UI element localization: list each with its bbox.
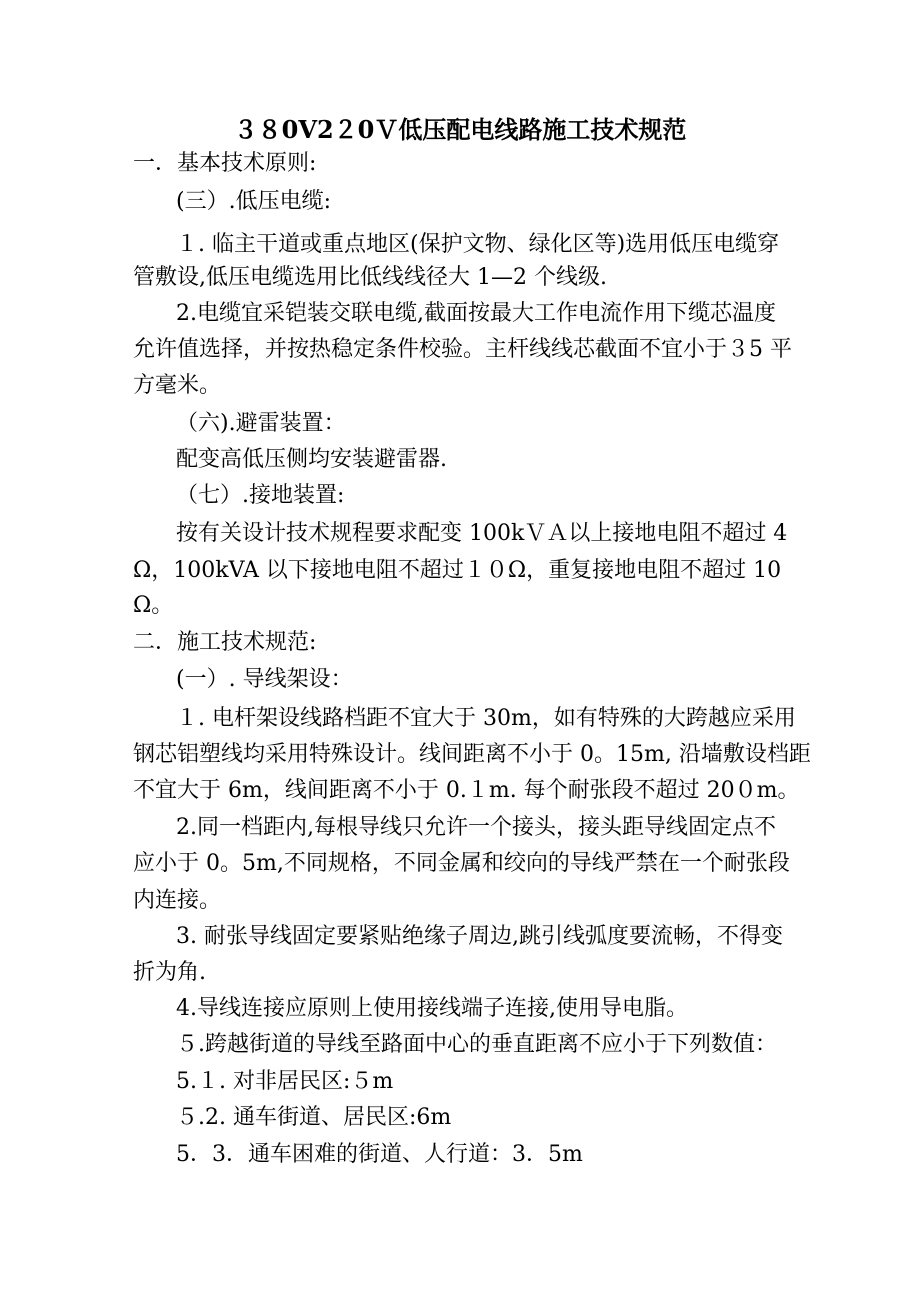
paragraph-line: 3. 耐张导线固定要紧贴绝缘子周边,跳引线弧度要流畅，不得变 — [176, 924, 783, 949]
paragraph-line: Ω，100kVA 以下接地电阻不超过１０Ω，重复接地电阻不超过 10 — [133, 558, 782, 583]
subheading-lightning-protection: （六).避雷装置： — [176, 411, 346, 436]
paragraph-line: 应小于 0。5m,不同规格，不同金属和绞向的导线严禁在一个耐张段 — [133, 851, 790, 876]
heading-construction-spec: 二．施工技术规范: — [133, 630, 317, 655]
subheading-conductor-erection: (一）. 导线架设： — [176, 667, 353, 692]
list-item: 5.１. 对非居民区:５m — [176, 1069, 394, 1094]
paragraph-line: 2.电缆宜采铠装交联电缆,截面按最大工作电流作用下缆芯温度 — [176, 301, 776, 326]
paragraph-line: 2.同一档距内,每根导线只允许一个接头，接头距导线固定点不 — [176, 815, 776, 840]
paragraph-line: 折为角. — [133, 960, 206, 985]
paragraph-line: Ω。 — [133, 593, 174, 618]
paragraph-line: 允许值选择，并按热稳定条件校验。主杆线线芯截面不宜小于３5 平 — [133, 337, 792, 362]
paragraph-line: 方毫米。 — [133, 373, 222, 398]
paragraph-line: ５.跨越街道的导线至路面中心的垂直距离不应小于下列数值： — [176, 1032, 777, 1057]
subheading-low-voltage-cable: (三）.低压电缆: — [176, 189, 331, 214]
paragraph-line: 按有关设计技术规程要求配变 100kＶＡ以上接地电阻不超过 4 — [176, 521, 788, 546]
paragraph-line: 管敷设,低压电缆选用比低线线径大 1—2 个线级. — [133, 265, 607, 290]
document-title: ３８0V2２0Ｖ低压配电线路施工技术规范 — [233, 115, 687, 144]
paragraph-line: １. 电杆架设线路档距不宜大于 30m，如有特殊的大跨越应采用 — [176, 706, 796, 731]
paragraph-line: １. 临主干道或重点地区(保护文物、绿化区等)选用低压电缆穿 — [176, 232, 780, 257]
paragraph-line: 不宜大于 6m，线间距离不小于 0.１m. 每个耐张段不超过 20０m。 — [133, 778, 800, 803]
subheading-grounding: （七）.接地装置: — [176, 483, 345, 508]
paragraph-line: 内连接。 — [133, 888, 222, 913]
paragraph-line: 钢芯铝塑线均采用特殊设计。线间距离不小于 0。15m, 沿墙敷设档距 — [133, 742, 811, 767]
paragraph-line: 配变高低压侧均安装避雷器. — [176, 447, 447, 472]
paragraph-line: 4.导线连接应原则上使用接线端子连接,使用导电脂。 — [176, 996, 688, 1021]
list-item: 5．3．通车困难的街道、人行道：3．5m — [176, 1142, 583, 1167]
list-item: ５.2. 通车街道、居民区:6m — [176, 1105, 452, 1130]
heading-basic-principles: 一．基本技术原则: — [133, 151, 317, 176]
